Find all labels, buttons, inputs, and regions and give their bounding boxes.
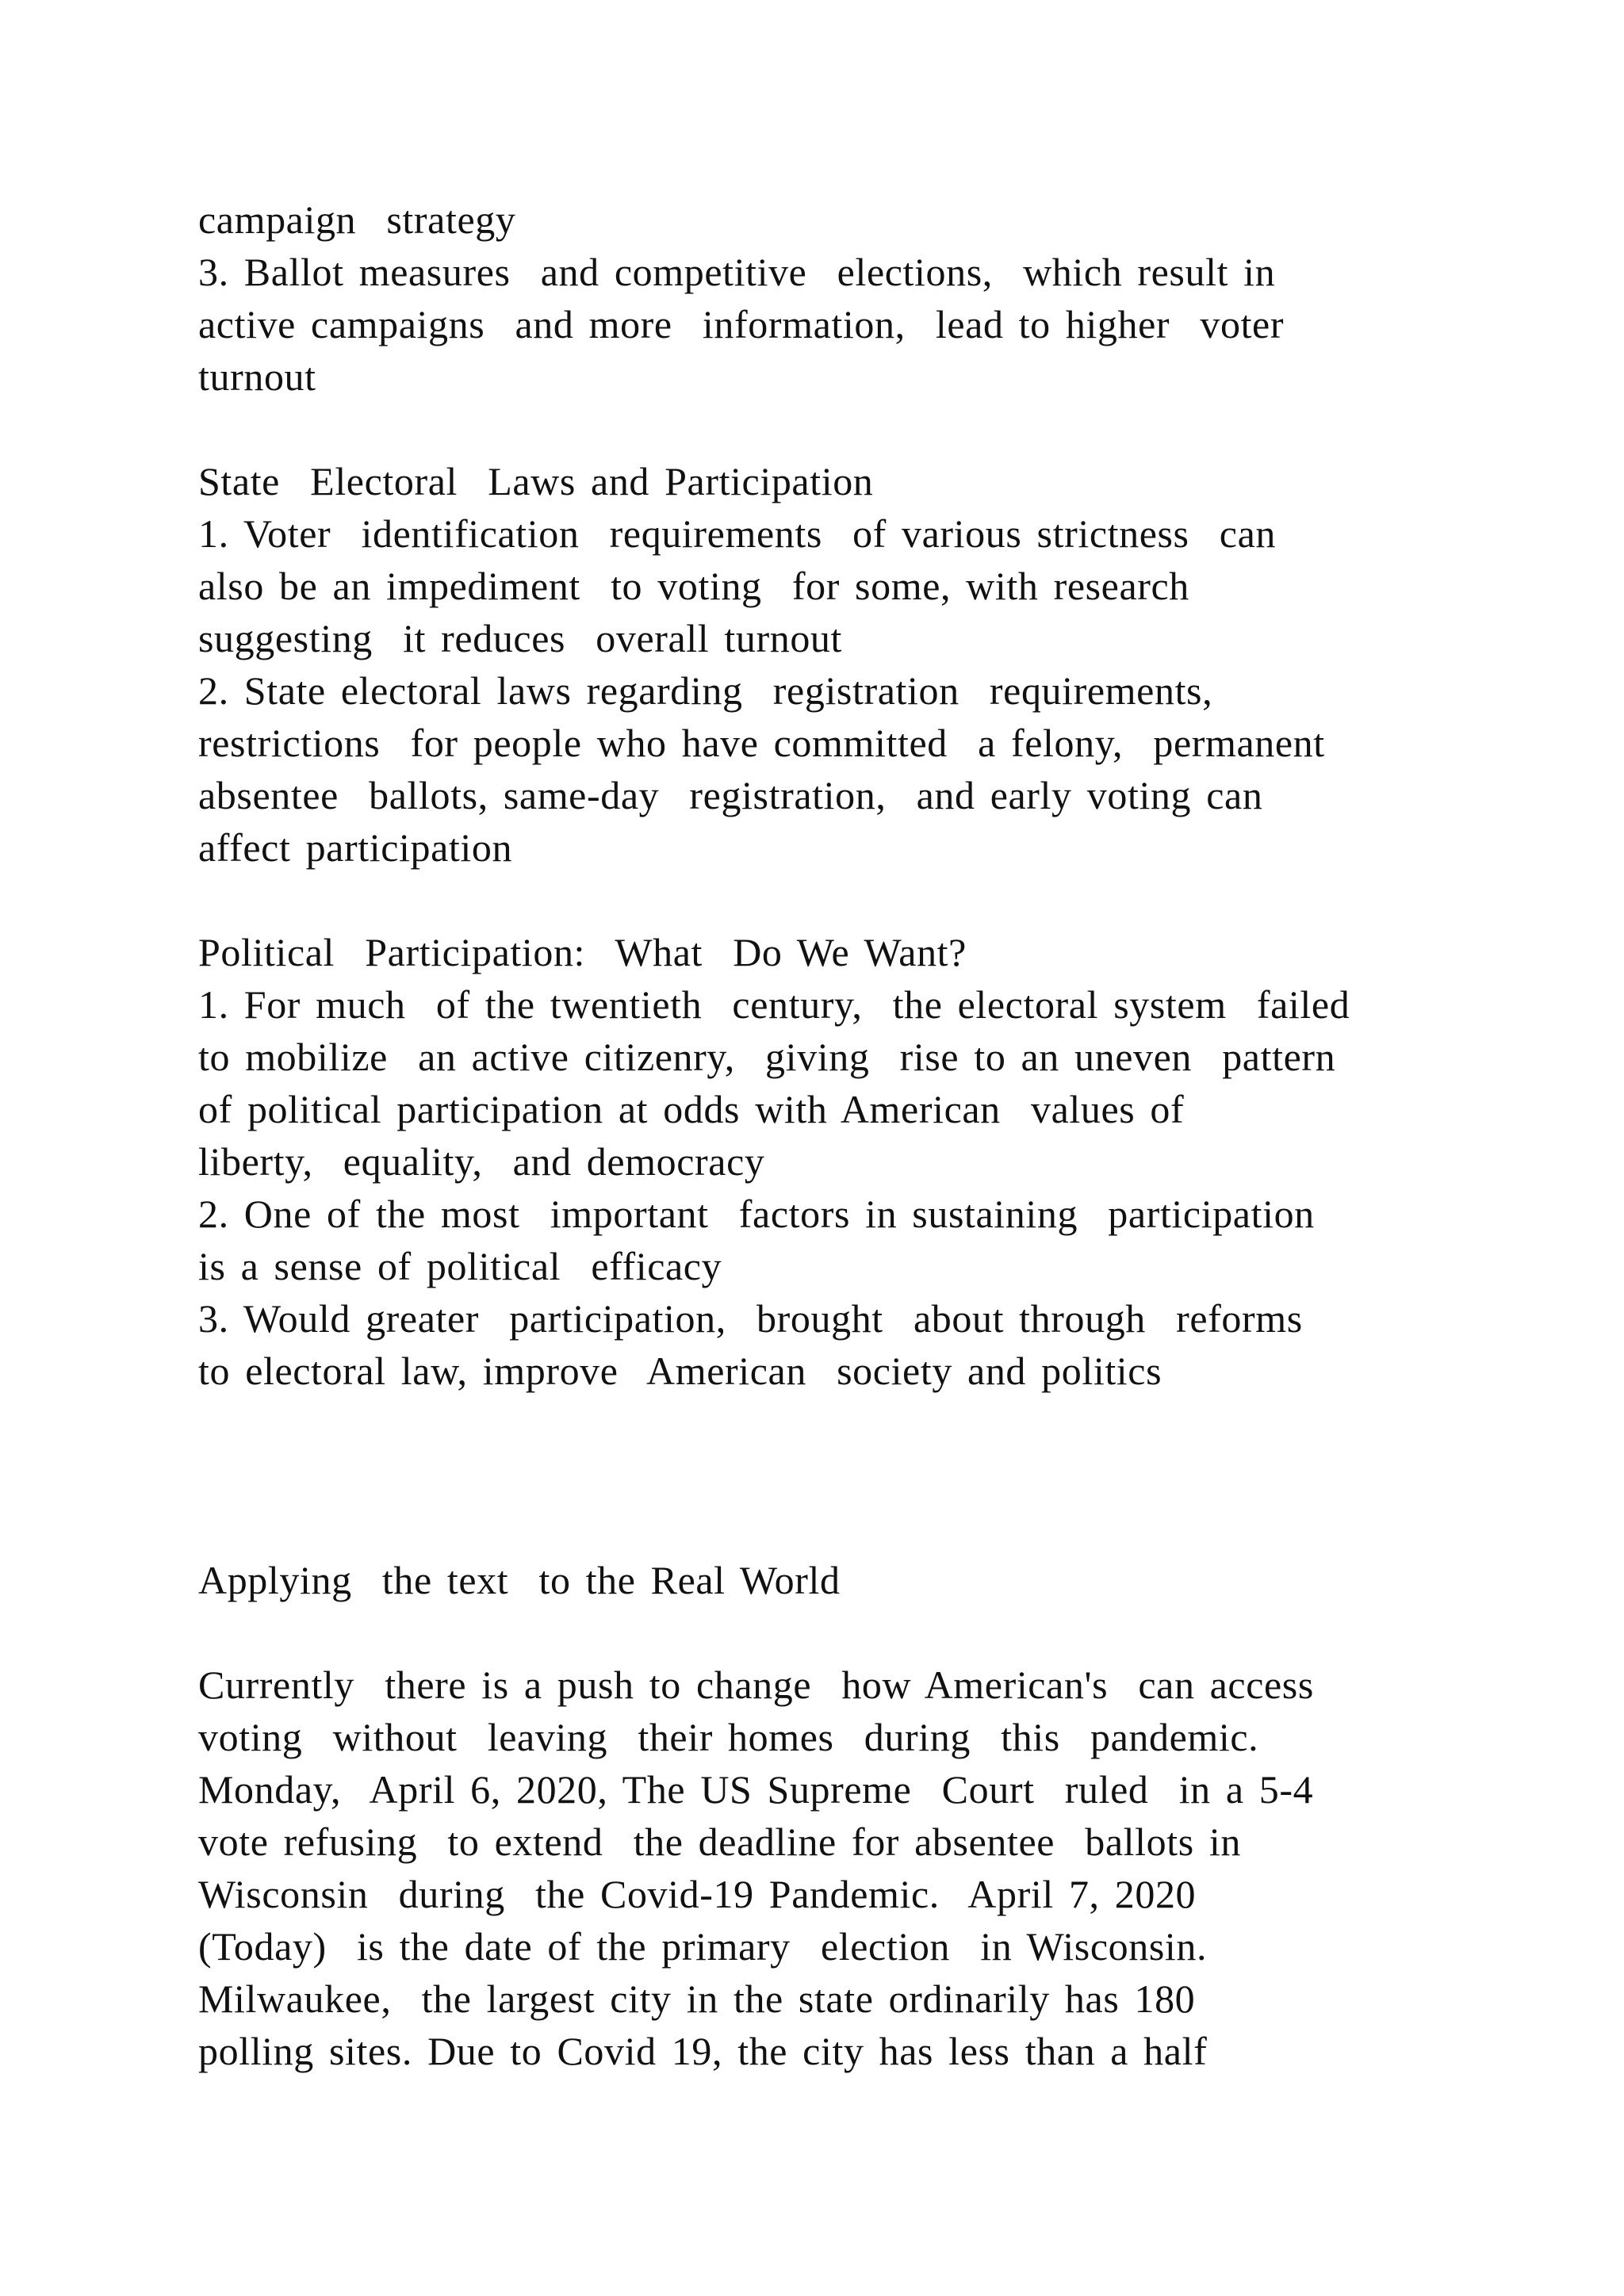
section-intro <box>198 193 1467 403</box>
body-line: turnout <box>198 354 316 399</box>
body-line: of political participation at odds with American values of <box>198 1087 1185 1131</box>
body-line: voting without leaving their homes during this pandemic. <box>198 1715 1259 1759</box>
section-political-participation <box>198 926 1467 1397</box>
paragraph-gap <box>198 403 1467 455</box>
body-line: is a sense of political efficacy <box>198 1244 722 1288</box>
body-line: 3. Ballot measures and competitive elections, which result in <box>198 250 1276 294</box>
body-line: Currently there is a push to change how American's can access <box>198 1663 1314 1707</box>
body-line: vote refusing to extend the deadline for absentee ballots in <box>198 1820 1241 1864</box>
document-body <box>198 193 1467 2077</box>
body-line: active campaigns and more information, lead to higher voter <box>198 302 1285 346</box>
body-line: 2. One of the most important factors in sustaining participation <box>198 1192 1315 1236</box>
section-state-electoral-laws <box>198 455 1467 874</box>
body-line: Wisconsin during the Covid-19 Pandemic. April 7, 2020 <box>198 1872 1197 1916</box>
body-line: liberty, equality, and democracy <box>198 1139 765 1184</box>
section-gap <box>198 1397 1467 1554</box>
section-heading: Applying the text to the Real World <box>198 1558 841 1602</box>
body-line: 1. For much of the twentieth century, the electoral system failed <box>198 982 1350 1027</box>
section-real-world <box>198 1554 1467 2077</box>
paragraph-gap <box>198 1606 1467 1659</box>
body-line: to mobilize an active citizenry, giving rise to an uneven pattern <box>198 1035 1336 1079</box>
body-line: to electoral law, improve American society and politics <box>198 1349 1162 1393</box>
body-line: Monday, April 6, 2020, The US Supreme Court ruled in a 5-4 <box>198 1767 1314 1812</box>
body-line: Milwaukee, the largest city in the state ordinarily has 180 <box>198 1976 1196 2021</box>
paragraph-gap <box>198 874 1467 926</box>
body-line: 3. Would greater participation, brought about through reforms <box>198 1296 1303 1341</box>
body-line: campaign strategy <box>198 197 516 242</box>
body-line: restrictions for people who have committed a felony, permanent <box>198 721 1325 765</box>
body-line: suggesting it reduces overall turnout <box>198 616 843 660</box>
body-line: 2. State electoral laws regarding registration requirements, <box>198 668 1213 713</box>
body-line: (Today) is the date of the primary election in Wisconsin. <box>198 1924 1208 1969</box>
body-line: 1. Voter identification requirements of various strictness can <box>198 511 1276 556</box>
section-heading: Political Participation: What Do We Want? <box>198 930 967 974</box>
body-line: absentee ballots, same-day registration, and early voting can <box>198 773 1263 817</box>
body-line: polling sites. Due to Covid 19, the city has less than a half <box>198 2029 1208 2073</box>
section-heading: State Electoral Laws and Participation <box>198 459 874 503</box>
body-line: also be an impediment to voting for some, with research <box>198 564 1189 608</box>
body-line: affect participation <box>198 825 513 870</box>
